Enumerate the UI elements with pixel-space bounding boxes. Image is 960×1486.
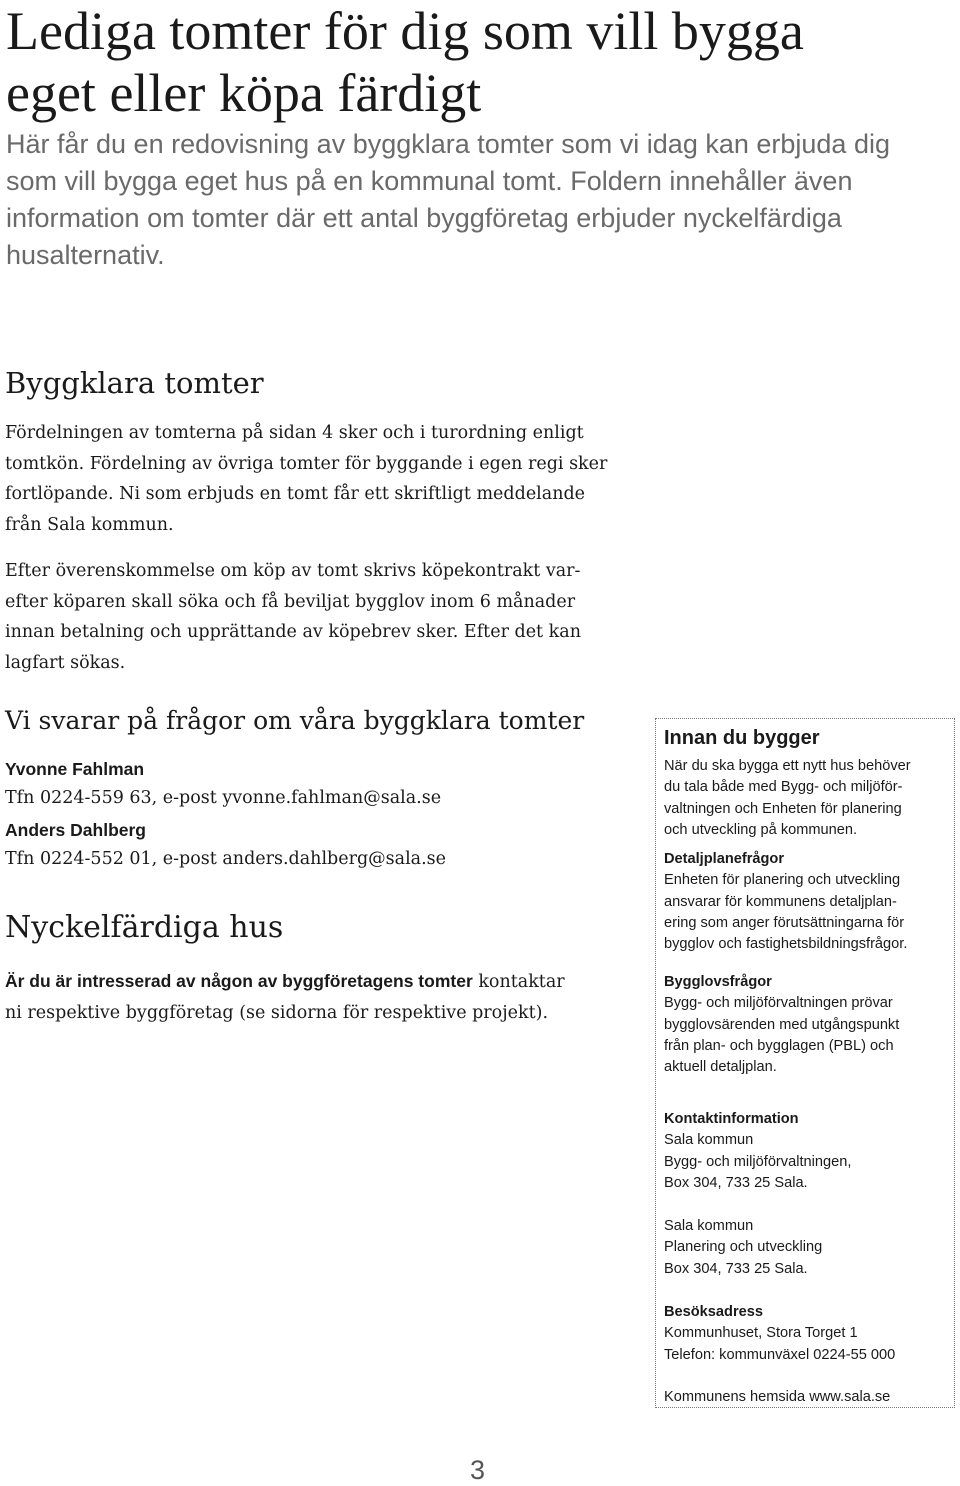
sidebar-heading: Besöksadress [664,1304,763,1320]
sidebar-section-kontakt [664,1109,952,1194]
nyckel-paragraph [5,966,645,1028]
info-sidebar [655,718,955,1408]
paragraph-line: lagfart sökas. [5,652,126,673]
nyckel-text: kontaktar [472,972,565,992]
paragraph-line: från Sala kommun. [5,514,174,535]
intro-line: Här får du en redovisning av byggklara tomter som vi idag kan erbjuda dig [6,129,890,159]
sidebar-website: Kommunens hemsida www.sala.se [664,1389,891,1405]
sidebar-section-bygglov [664,972,952,1078]
sidebar-heading: Kontaktinformation [664,1111,799,1127]
questions-heading: Vi svarar på frågor om våra byggklara tomter [5,706,585,735]
sidebar-line: Planering och utveckling [664,1239,823,1256]
sidebar-line: bygglov och fastighetsbildningsfrågor. [664,936,908,953]
sidebar-line: Telefon: kommunväxel 0224-55 000 [664,1346,896,1363]
byggklara-paragraph-1 [5,418,645,540]
paragraph-line [5,966,645,998]
page-number: 3 [470,1455,486,1485]
paragraph-line: efter köparen skall söka och få beviljat bygglov inom 6 månader [5,591,576,612]
paragraph-line: Efter överenskommelse om köp av tomt skrivs köpekontrakt var- [5,561,581,581]
nyckel-heading: Nyckelfärdiga hus [5,910,284,945]
title-line: Lediga tomter för dig som vill bygga [6,1,804,61]
sidebar-section-planering [664,1216,952,1280]
contact-details: Tfn 0224-559 63, e-post yvonne.fahlman@sala.se [5,788,442,808]
contact-details: Tfn 0224-552 01, e-post anders.dahlberg@sala.se [5,849,447,869]
sidebar-line: När du ska bygga ett nytt hus behöver [664,758,911,774]
sidebar-line: du tala både med Bygg- och miljöför- [664,779,903,796]
contact-name: Yvonne Fahlman [5,759,145,779]
sidebar-line: aktuell detaljplan. [664,1059,777,1076]
paragraph-line: tomtkön. Fördelning av övriga tomter för byggande i egen regi sker [5,453,608,474]
contact-name: Anders Dahlberg [5,820,146,840]
sidebar-heading: Detaljplanefrågor [664,851,785,867]
paragraph-line: ni respektive byggföretag (se sidorna för respektive projekt). [5,1002,549,1023]
intro-paragraph [6,126,951,274]
sidebar-section-innan [664,756,952,841]
title-line: eget eller köpa färdigt [6,63,482,123]
sidebar-heading-innan: Innan du bygger [664,727,820,749]
sidebar-line: Box 304, 733 25 Sala. [664,1260,808,1277]
sidebar-line: Kommunhuset, Stora Torget 1 [664,1325,858,1342]
intro-line: som vill bygga eget hus på en kommunal tomt. Foldern innehåller även [6,166,853,196]
sidebar-line: ansvarar för kommunens detaljplan- [664,893,897,910]
paragraph-line: Fördelningen av tomterna på sidan 4 sker och i turordning enligt [5,423,584,443]
intro-line: husalternativ. [6,240,165,270]
sidebar-line: bygglovsärenden med utgångspunkt [664,1016,900,1033]
sidebar-line: ering som anger förutsättningarna för [664,914,905,931]
sidebar-heading: Bygglovsfrågor [664,974,772,990]
nyckel-bold-text: Är du är intresserad av någon av byggföretagens tomter [5,971,473,991]
sidebar-section-detaljplan [664,849,952,955]
sidebar-section-besok [664,1302,952,1366]
sidebar-line: Sala kommun [664,1132,754,1149]
sidebar-line: Enheten för planering och utveckling [664,872,901,889]
sidebar-line: från plan- och bygglagen (PBL) och [664,1037,894,1054]
sidebar-line: valtningen och Enheten för planering [664,800,902,817]
sidebar-line: och utveckling på kommunen. [664,821,858,838]
byggklara-paragraph-2 [5,556,645,678]
page-title [6,0,946,124]
paragraph-line: innan betalning och upprättande av köpebrev sker. Efter det kan [5,622,581,642]
sidebar-line: Box 304, 733 25 Sala. [664,1174,808,1191]
byggklara-heading: Byggklara tomter [5,366,264,400]
paragraph-line: fortlöpande. Ni som erbjuds en tomt får ett skriftligt meddelande [5,484,586,504]
sidebar-line: Bygg- och miljöförvaltningen prövar [664,995,893,1012]
sidebar-line: Sala kommun [664,1218,754,1234]
sidebar-line: Bygg- och miljöförvaltningen, [664,1153,852,1170]
intro-line: information om tomter där ett antal byggföretag erbjuder nyckelfärdiga [6,203,842,233]
